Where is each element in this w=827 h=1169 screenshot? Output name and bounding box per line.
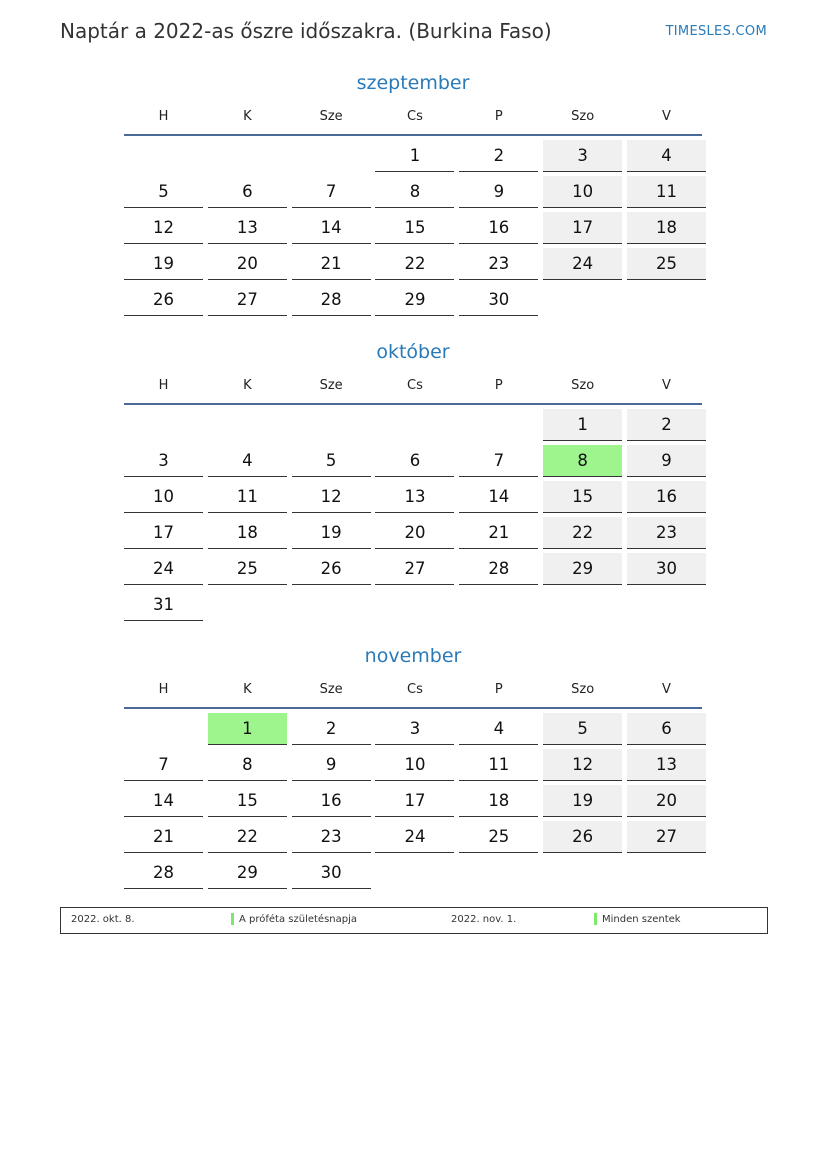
day-cell: 25 <box>208 553 287 585</box>
weekday-label: V <box>662 378 671 393</box>
day-cell: 12 <box>543 749 622 781</box>
day-cell: 19 <box>292 517 371 549</box>
month-title: szeptember <box>356 72 470 94</box>
day-cell: 23 <box>459 248 538 280</box>
day-cell: 6 <box>375 445 454 477</box>
day-cell: 19 <box>543 785 622 817</box>
day-cell: 29 <box>375 284 454 316</box>
day-cell: 27 <box>375 553 454 585</box>
day-cell: 4 <box>208 445 287 477</box>
day-cell: 26 <box>543 821 622 853</box>
month-november <box>124 641 702 889</box>
weekday-label: V <box>662 109 671 124</box>
brand-link[interactable]: TIMESLES.COM <box>665 24 767 39</box>
weekday-label: Szo <box>571 109 595 124</box>
day-cell: 14 <box>124 785 203 817</box>
weekday-label: H <box>158 109 169 124</box>
day-cell: 19 <box>124 248 203 280</box>
day-cell: 1 <box>375 140 454 172</box>
day-cell: 17 <box>543 212 622 244</box>
weekday-label: K <box>243 378 252 393</box>
day-cell: 22 <box>543 517 622 549</box>
empty-cell <box>292 140 371 172</box>
empty-cell <box>124 409 203 441</box>
day-cell: 28 <box>124 857 203 889</box>
month-title: október <box>376 341 450 363</box>
day-cell: 13 <box>627 749 706 781</box>
day-cell: 10 <box>543 176 622 208</box>
day-cell: 7 <box>124 749 203 781</box>
day-cell: 14 <box>459 481 538 513</box>
day-cell: 14 <box>292 212 371 244</box>
weekday-label: H <box>158 378 169 393</box>
day-cell: 30 <box>459 284 538 316</box>
day-cell: 27 <box>208 284 287 316</box>
day-cell: 20 <box>208 248 287 280</box>
weekday-header <box>124 671 702 709</box>
day-cell: 20 <box>627 785 706 817</box>
page-title: Naptár a 2022-as őszre időszakra. (Burkina Faso) <box>60 19 552 43</box>
weekday-label: K <box>243 682 252 697</box>
day-cell: 4 <box>459 713 538 745</box>
day-cell: 18 <box>459 785 538 817</box>
empty-cell <box>292 409 371 441</box>
day-cell: 16 <box>627 481 706 513</box>
weekday-label: P <box>494 378 503 393</box>
day-cell: 22 <box>375 248 454 280</box>
day-cell: 24 <box>543 248 622 280</box>
day-cell: 12 <box>124 212 203 244</box>
day-cell: 3 <box>124 445 203 477</box>
month-september <box>124 68 702 316</box>
day-cell: 24 <box>124 553 203 585</box>
day-cell: 27 <box>627 821 706 853</box>
weekday-label: Szo <box>571 682 595 697</box>
day-cell: 5 <box>543 713 622 745</box>
month-october <box>124 337 702 621</box>
day-cell: 10 <box>375 749 454 781</box>
day-cell: 7 <box>292 176 371 208</box>
day-cell: 15 <box>543 481 622 513</box>
day-cell: 29 <box>208 857 287 889</box>
weekday-label: H <box>158 682 169 697</box>
weekday-label: P <box>494 682 503 697</box>
empty-cell <box>124 140 203 172</box>
day-cell: 23 <box>292 821 371 853</box>
weekday-label: K <box>243 109 252 124</box>
legend-date: 2022. nov. 1. <box>451 914 517 925</box>
day-cell: 31 <box>124 589 203 621</box>
day-cell: 8 <box>208 749 287 781</box>
weekday-label: Sze <box>319 378 343 393</box>
weekday-label: Cs <box>407 109 423 124</box>
empty-cell <box>459 409 538 441</box>
day-cell: 1 <box>543 409 622 441</box>
day-cell: 16 <box>292 785 371 817</box>
empty-cell <box>208 140 287 172</box>
legend-holiday-name: Minden szentek <box>602 914 681 925</box>
weekday-label: V <box>662 682 671 697</box>
day-cell: 3 <box>375 713 454 745</box>
weekday-label: Sze <box>319 682 343 697</box>
day-cell: 13 <box>375 481 454 513</box>
weekday-label: P <box>494 109 503 124</box>
legend-date: 2022. okt. 8. <box>71 914 135 925</box>
day-cell: 26 <box>292 553 371 585</box>
day-cell: 6 <box>627 713 706 745</box>
month-title: november <box>364 645 462 667</box>
day-cell: 4 <box>627 140 706 172</box>
day-cell: 2 <box>292 713 371 745</box>
day-cell: 5 <box>292 445 371 477</box>
weekday-header <box>124 367 702 405</box>
day-cell: 7 <box>459 445 538 477</box>
day-cell: 3 <box>543 140 622 172</box>
empty-cell <box>124 713 203 745</box>
day-cell: 21 <box>124 821 203 853</box>
day-cell: 9 <box>292 749 371 781</box>
holiday-color-swatch <box>594 913 597 925</box>
day-cell: 18 <box>208 517 287 549</box>
day-cell: 30 <box>627 553 706 585</box>
day-cell: 17 <box>124 517 203 549</box>
day-cell: 15 <box>208 785 287 817</box>
day-cell: 11 <box>459 749 538 781</box>
day-cell: 18 <box>627 212 706 244</box>
day-cell: 12 <box>292 481 371 513</box>
day-grid <box>124 409 702 621</box>
day-cell: 23 <box>627 517 706 549</box>
day-cell: 28 <box>459 553 538 585</box>
weekday-header <box>124 98 702 136</box>
day-cell: 21 <box>292 248 371 280</box>
empty-cell <box>375 409 454 441</box>
day-grid <box>124 713 702 889</box>
day-cell: 11 <box>208 481 287 513</box>
day-cell: 13 <box>208 212 287 244</box>
holiday-day-cell: 1 <box>208 713 287 745</box>
day-cell: 24 <box>375 821 454 853</box>
day-cell: 25 <box>459 821 538 853</box>
day-cell: 11 <box>627 176 706 208</box>
holiday-day-cell: 8 <box>543 445 622 477</box>
day-cell: 10 <box>124 481 203 513</box>
weekday-label: Sze <box>319 109 343 124</box>
day-cell: 28 <box>292 284 371 316</box>
holiday-legend <box>60 907 768 934</box>
day-cell: 21 <box>459 517 538 549</box>
weekday-label: Cs <box>407 378 423 393</box>
legend-holiday-name: A próféta születésnapja <box>239 914 358 925</box>
day-cell: 25 <box>627 248 706 280</box>
day-cell: 15 <box>375 212 454 244</box>
day-cell: 22 <box>208 821 287 853</box>
day-cell: 9 <box>627 445 706 477</box>
day-cell: 16 <box>459 212 538 244</box>
day-cell: 30 <box>292 857 371 889</box>
day-cell: 9 <box>459 176 538 208</box>
day-cell: 2 <box>627 409 706 441</box>
day-cell: 29 <box>543 553 622 585</box>
day-cell: 8 <box>375 176 454 208</box>
weekday-label: Cs <box>407 682 423 697</box>
weekday-label: Szo <box>571 378 595 393</box>
holiday-color-swatch <box>231 913 234 925</box>
day-cell: 20 <box>375 517 454 549</box>
day-grid <box>124 140 702 316</box>
day-cell: 2 <box>459 140 538 172</box>
day-cell: 26 <box>124 284 203 316</box>
day-cell: 5 <box>124 176 203 208</box>
day-cell: 17 <box>375 785 454 817</box>
day-cell: 6 <box>208 176 287 208</box>
empty-cell <box>208 409 287 441</box>
